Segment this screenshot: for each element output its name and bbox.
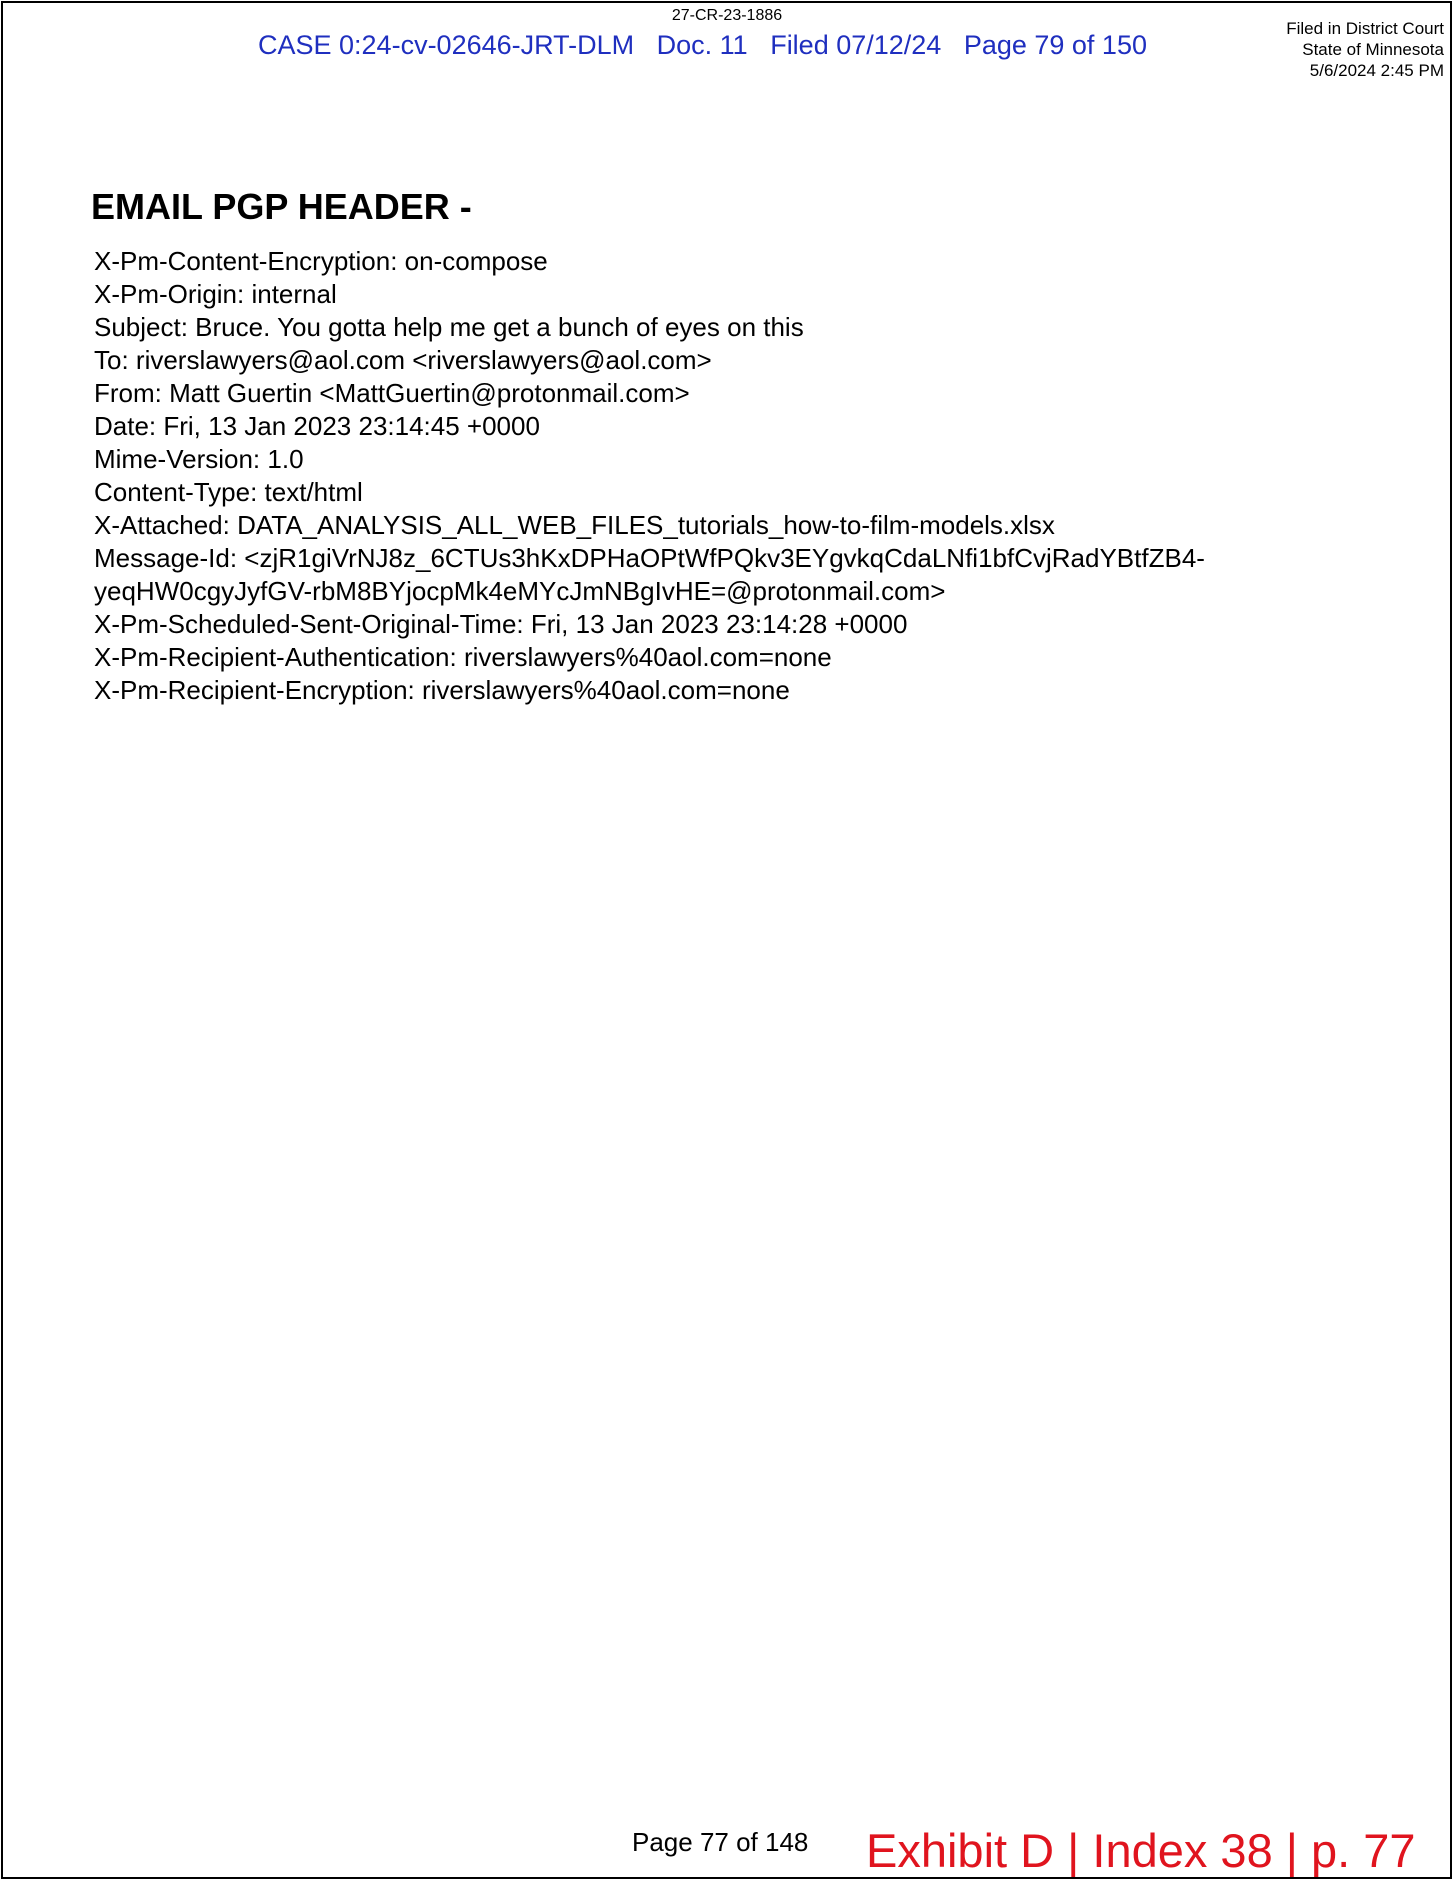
header-line: Message-Id: <zjR1giVrNJ8z_6CTUs3hKxDPHaOPtWfPQkv3EYgvkqCdaLNfi1bfCvjRadYBtfZB4-	[94, 543, 1205, 573]
header-line: yeqHW0cgyJyfGV-rbM8BYjocpMk4eMYcJmNBgIvHE=@protonmail.com>	[94, 576, 946, 606]
header-line: X-Attached: DATA_ANALYSIS_ALL_WEB_FILES_tutorials_how-to-film-models.xlsx	[94, 510, 1055, 540]
header-line: From: Matt Guertin <MattGuertin@protonmail.com>	[94, 378, 690, 408]
header-line: Subject: Bruce. You gotta help me get a bunch of eyes on this	[94, 312, 804, 342]
filed-stamp-line: 5/6/2024 2:45 PM	[1309, 61, 1444, 80]
header-line: X-Pm-Recipient-Encryption: riverslawyers%40aol.com=none	[94, 675, 790, 705]
header-line: X-Pm-Origin: internal	[94, 279, 337, 309]
filed-stamp-line: State of Minnesota	[1302, 40, 1444, 59]
header-line: Mime-Version: 1.0	[94, 444, 304, 474]
email-header-block	[94, 245, 1374, 707]
federal-case-stamp: CASE 0:24-cv-02646-JRT-DLM Doc. 11 Filed 07/12/24 Page 79 of 150	[258, 30, 1147, 60]
header-line: X-Pm-Recipient-Authentication: riverslawyers%40aol.com=none	[94, 642, 832, 672]
header-line: Content-Type: text/html	[94, 477, 363, 507]
filed-stamp	[1286, 18, 1444, 81]
filed-stamp-line: Filed in District Court	[1286, 19, 1444, 38]
header-line: X-Pm-Scheduled-Sent-Original-Time: Fri, 13 Jan 2023 23:14:28 +0000	[94, 609, 908, 639]
document-title: EMAIL PGP HEADER -	[91, 186, 472, 227]
header-line: X-Pm-Content-Encryption: on-compose	[94, 246, 548, 276]
state-case-number: 27-CR-23-1886	[671, 7, 783, 24]
header-line: Date: Fri, 13 Jan 2023 23:14:45 +0000	[94, 411, 540, 441]
header-line: To: riverslawyers@aol.com <riverslawyers@aol.com>	[94, 345, 712, 375]
exhibit-label: Exhibit D | Index 38 | p. 77	[866, 1824, 1416, 1877]
page-count: Page 77 of 148	[632, 1827, 809, 1857]
